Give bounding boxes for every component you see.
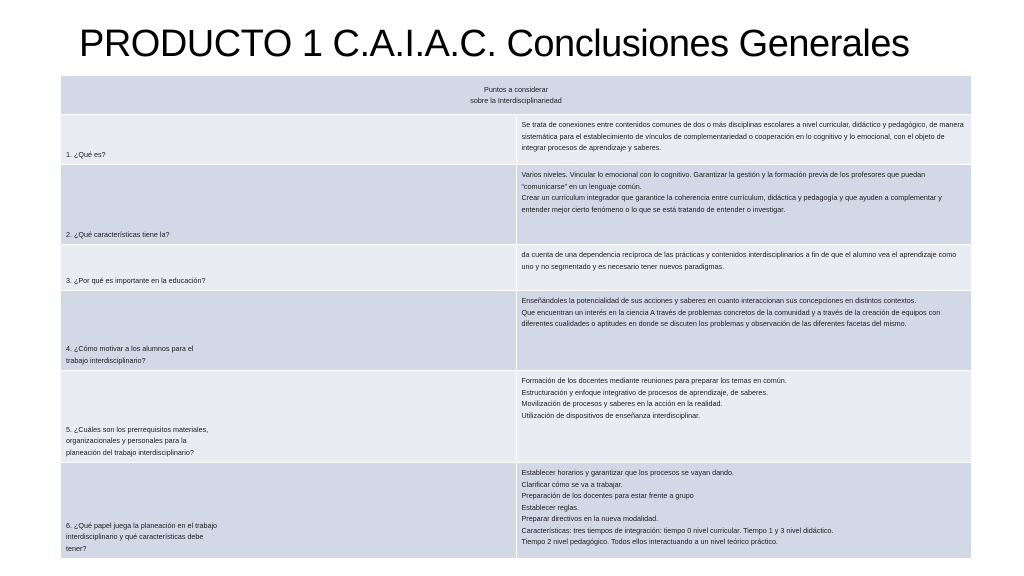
table-row <box>61 463 972 559</box>
answer-text: Se trata de conexiones entre contenidos comunes de dos o más disciplinas escolares a nivel curricular, didáctico y pedagógico, de manera sistemática para el establecimiento de vínculos de complementariedad o cooperación en lo cognitivo y lo emocional, con el objeto de integrar procesos de aprendizaje y saberes. <box>521 120 964 152</box>
question-text: 4. ¿Cómo motivar a los alumnos para el <box>66 344 194 353</box>
answer-cell <box>516 245 972 291</box>
answer-text: Clarificar cómo se va a trabajar. <box>521 479 623 489</box>
question-text: 6. ¿Qué papel juega la planeación en el trabajo <box>66 520 218 530</box>
question-text: interdisciplinario y qué características debe <box>66 532 204 541</box>
answer-text: Movilización de procesos y saberes en la acción en la realidad. <box>521 399 723 408</box>
question-text: 3. ¿Por qué es importante en la educación? <box>66 275 206 285</box>
table-row <box>61 165 972 245</box>
answer-text: Establecer horarios y garantizar que los procesos se vayan dando. <box>521 468 735 477</box>
answer-cell <box>516 165 972 245</box>
table-header-row <box>61 76 972 115</box>
conclusions-table-container <box>60 75 972 551</box>
answer-text: Preparar directivos en la nueva modalidad. <box>521 514 659 523</box>
table-header-cell <box>61 76 972 115</box>
question-text: tener? <box>66 543 87 553</box>
question-cell <box>61 371 517 463</box>
answer-text: da cuenta de una dependencia recíproca de las prácticas y contenidos interdisciplinarios a fin de que el alumno vea el aprendizaje como uno y no segmentado y es necesario tener nuevos paradigmas. <box>521 250 957 271</box>
answer-text: Establecer reglas. <box>521 502 580 512</box>
answer-text: Formación de los docentes mediante reuniones para preparar los temas en común. <box>521 376 787 385</box>
question-cell <box>61 463 517 559</box>
answer-cell <box>516 291 972 371</box>
header-line-1: Puntos a considerar <box>484 84 548 94</box>
question-cell <box>61 115 517 165</box>
question-cell <box>61 165 517 245</box>
question-text: trabajo interdisciplinario? <box>66 355 146 365</box>
answer-text: Características: tres tiempos de integración: tiempo 0 nivel curricular. Tiempo 1 y 3 nivel didáctico. <box>521 525 834 535</box>
answer-text: Varios niveles. Vincular lo emocional con lo cognitivo. Garantizar la gestión y la formación previa de los profesores que puedan “comunicarse” en un lenguaje común. <box>521 170 926 191</box>
table-row <box>61 371 972 463</box>
answer-text: Preparación de los docentes para estar frente a grupo <box>521 491 694 500</box>
question-text: 5. ¿Cuáles son los prerrequisitos materiales, <box>66 424 209 434</box>
table-row <box>61 245 972 291</box>
question-text: 2. ¿Qué características tiene la? <box>66 229 170 239</box>
conclusions-table <box>60 75 972 559</box>
answer-cell <box>516 115 972 165</box>
question-text: organizacionales y personales para la <box>66 436 187 445</box>
question-cell <box>61 291 517 371</box>
answer-text: Crear un currículum integrador que garantice la coherencia entre currículum, didáctica y pedagogía y que ayuden a complementar y entender mejor cierto fenómeno o lo que se está tratando de entender o investigar. <box>521 193 942 214</box>
table-row <box>61 291 972 371</box>
question-text: planeación del trabajo interdisciplinario? <box>66 447 194 457</box>
answer-text: Enseñándoles la potencialidad de sus acciones y saberes en cuanto interaccionan sus concepciones en distintos contextos. <box>521 296 917 305</box>
table-row <box>61 115 972 165</box>
answer-text: Que encuentran un interés en la ciencia A través de problemas concretos de la comunidad y a través de la creación de equipos con diferentes cualidades o aptitudes en donde se discuten los problemas y observación de las diferentes facetas del mismo. <box>521 307 941 328</box>
answer-text: Utilización de dispositivos de enseñanza interdisciplinar. <box>521 410 701 420</box>
question-cell <box>61 245 517 291</box>
slide-title: PRODUCTO 1 C.A.I.A.C. Conclusiones Generales <box>79 23 910 65</box>
header-line-2: sobre la Interdisciplinariedad <box>470 96 562 105</box>
answer-cell <box>516 371 972 463</box>
answer-cell <box>516 463 972 559</box>
answer-text: Tiempo 2 nivel pedagógico. Todos ellos interactuando a un nivel teórico práctico. <box>521 537 779 546</box>
question-text: 1. ¿Qué es? <box>66 149 106 159</box>
answer-text: Estructuración y enfoque integrativo de procesos de aprendizaje, de saberes. <box>521 387 769 397</box>
